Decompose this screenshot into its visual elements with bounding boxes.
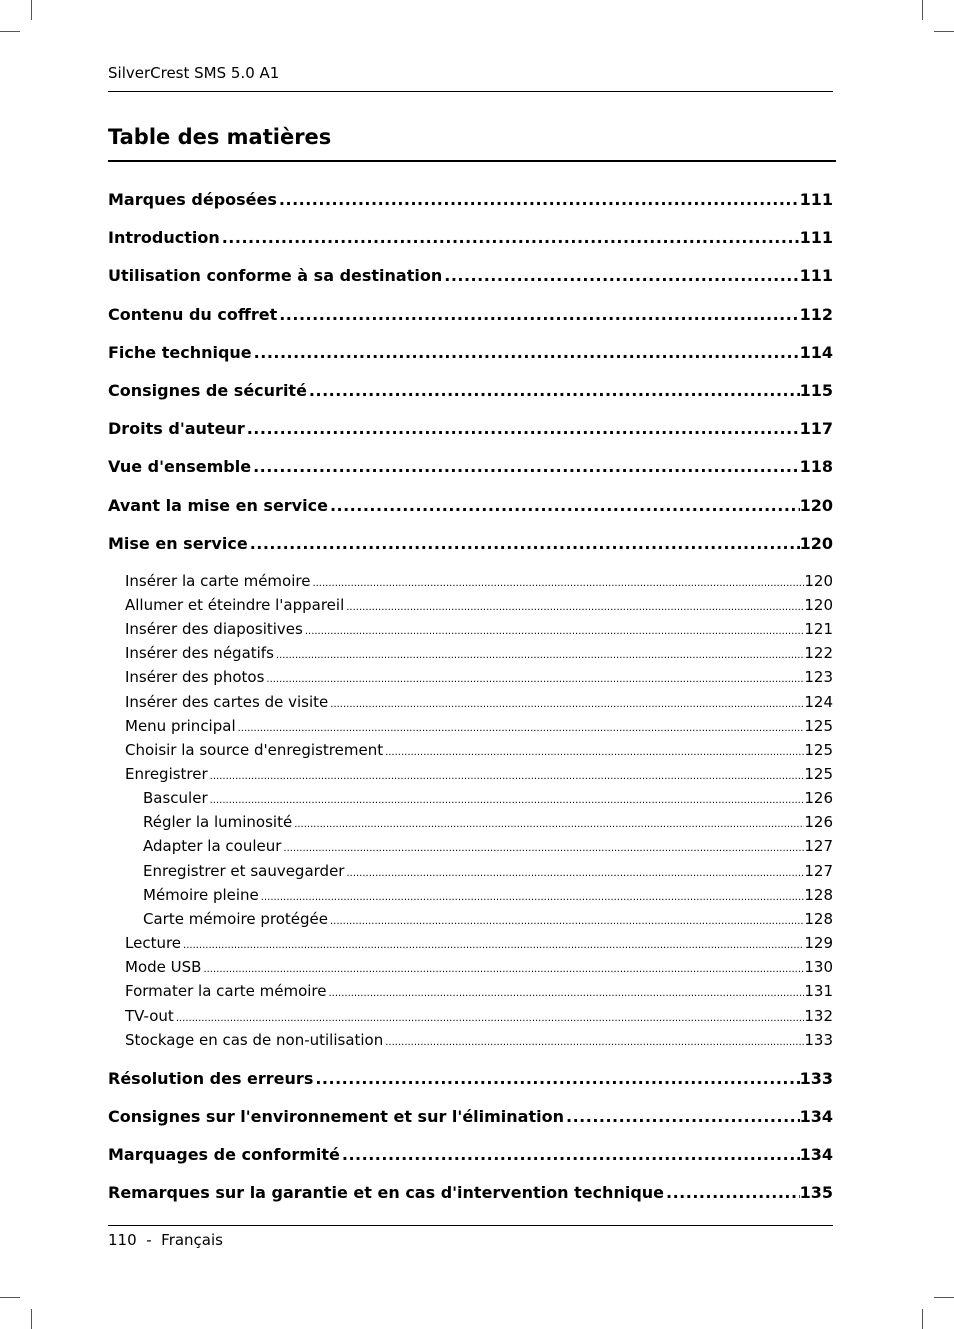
toc-entry-page: 130 [804,958,833,977]
toc-entry-title: Stockage en cas de non-utilisation [125,1030,384,1049]
toc-entry-page: 124 [804,692,833,711]
crop-mark [934,31,954,32]
toc-dot-leader [328,699,804,710]
toc-entry[interactable] [108,1031,833,1051]
toc-entry-page: 120 [799,495,833,515]
toc-entry[interactable] [108,572,833,592]
toc-entry[interactable] [108,1183,833,1205]
toc-entry[interactable] [108,958,833,978]
toc-entry-title: Marques déposées [108,190,277,209]
crop-mark [934,1297,954,1298]
toc-entry[interactable] [108,910,833,930]
toc-entry[interactable] [108,534,833,556]
crop-mark [922,1309,923,1329]
toc-entry-title: Remarques sur la garantie et en cas d'intervention technique [108,1183,665,1203]
toc-dot-leader [281,843,804,854]
crop-mark [0,1297,20,1298]
toc-entry-page: 134 [799,1145,833,1165]
footer-divider [108,1225,833,1226]
crop-mark [0,31,20,32]
toc-entry-title: Résolution des erreurs [108,1068,314,1088]
toc-entry[interactable] [108,496,833,518]
toc-entry[interactable] [108,693,833,713]
toc-dot-leader [307,381,800,400]
header-divider [108,91,833,92]
toc-entry-title: Droits d'auteur [108,419,245,439]
toc-dot-leader [208,795,805,806]
toc-entry[interactable] [108,620,833,640]
toc-entry-page: 129 [804,934,833,953]
toc-dot-leader [344,868,804,879]
toc-dot-leader [303,626,805,637]
toc-entry-page: 121 [804,620,833,639]
toc-entry-page: 125 [804,716,833,735]
toc-entry-page: 133 [799,1068,833,1088]
toc-entry-title: Introduction [108,228,220,248]
toc-entry[interactable] [108,266,833,288]
crop-mark [31,0,32,20]
toc-dot-leader [310,578,804,589]
toc-entry-title: Mode USB [125,958,202,977]
toc-entry[interactable] [108,1007,833,1027]
toc-entry-page: 111 [799,228,833,248]
toc-entry-title: Marquages de conformité [108,1145,340,1165]
toc-dot-leader [274,650,804,661]
page-footer [108,1231,223,1249]
toc-dot-leader [264,674,804,685]
toc-dot-leader [328,496,800,515]
toc-entry[interactable] [108,190,833,212]
toc-entry[interactable] [108,934,833,954]
toc-dot-leader [245,419,800,438]
toc-entry[interactable] [108,1069,833,1091]
toc-entry[interactable] [108,982,833,1002]
toc-entry-page: 127 [804,837,833,856]
toc-dot-leader [328,916,804,927]
toc-entry-page: 120 [804,571,833,590]
toc-entry-page: 128 [804,885,833,904]
toc-dot-leader [259,892,805,903]
toc-entry-title: Régler la luminosité [143,813,293,832]
toc-dot-leader [181,940,804,951]
toc-entry[interactable] [108,741,833,761]
toc-entry-page: 111 [799,190,833,209]
toc-dot-leader [383,747,804,758]
toc-entry-page: 114 [799,342,833,362]
toc-entry[interactable] [108,862,833,882]
toc-entry-title: Fiche technique [108,342,252,362]
toc-title: Table des matières [108,125,332,149]
toc-entry[interactable] [108,644,833,664]
toc-entry-title: Insérer des diapositives [125,620,303,639]
footer-language: Français [161,1231,223,1249]
toc-entry-page: 120 [799,533,833,553]
toc-entry-title: Adapter la couleur [143,837,282,856]
toc-dot-leader [208,771,805,782]
toc-entry-page: 112 [799,304,833,324]
toc-entry-page: 127 [804,861,833,880]
toc-entry[interactable] [108,228,833,250]
toc-entry[interactable] [108,886,833,906]
toc-entry-title: Insérer la carte mémoire [125,571,311,590]
toc-entry[interactable] [108,789,833,809]
toc-dot-leader [292,819,804,830]
toc-dot-leader [174,1013,805,1024]
toc-entry-page: 117 [799,419,833,439]
crop-mark [922,0,923,20]
toc-entry-title: Vue d'ensemble [108,457,252,477]
toc-entry-page: 120 [804,595,833,614]
toc-dot-leader [442,266,799,285]
toc-entry[interactable] [108,305,833,327]
toc-entry-page: 123 [804,668,833,687]
toc-entry-title: Enregistrer [125,765,208,783]
toc-dot-leader [220,228,800,247]
toc-entry-page: 115 [799,381,833,400]
toc-entry-title: Insérer des négatifs [125,644,274,663]
toc-dot-leader [344,602,804,613]
toc-dot-leader [277,190,800,209]
footer-page-number: 110 [108,1231,137,1249]
toc-entry-title: Consignes de sécurité [108,381,307,400]
toc-dot-leader [664,1183,800,1202]
toc-entry-title: Menu principal [125,716,236,735]
toc-entry-title: Avant la mise en service [108,495,328,515]
toc-entry-page: 111 [799,266,833,286]
toc-entry[interactable] [108,381,833,403]
toc-entry[interactable] [108,1145,833,1167]
toc-entry-page: 118 [799,457,833,477]
toc-entry-page: 125 [804,740,833,759]
toc-entry-title: Insérer des cartes de visite [125,692,329,711]
toc-entry[interactable] [108,1107,833,1129]
toc-title-divider [108,160,836,162]
toc-entry[interactable] [108,813,833,833]
toc-entry-page: 131 [804,982,833,1001]
toc-entry-title: Utilisation conforme à sa destination [108,266,443,286]
toc-entry[interactable] [108,457,833,479]
toc-entry[interactable] [108,668,833,688]
toc-dot-leader [564,1107,800,1126]
toc-dot-leader [277,305,799,324]
toc-entry-title: Insérer des photos [125,668,265,687]
toc-entry-page: 135 [799,1183,833,1203]
toc-dot-leader [248,534,800,553]
toc-entry[interactable] [108,837,833,857]
toc-entry[interactable] [108,419,833,441]
toc-entry-title: Consignes sur l'environnement et sur l'élimination [108,1106,564,1126]
toc-entry[interactable] [108,596,833,616]
toc-dot-leader [313,1069,799,1088]
toc-entry-title: Carte mémoire protégée [143,909,328,928]
toc-entry-title: Basculer [143,789,208,808]
toc-dot-leader [340,1145,800,1164]
toc-entry-title: Lecture [125,934,182,953]
toc-dot-leader [236,723,805,734]
toc-entry-title: Formater la carte mémoire [125,982,327,1001]
toc-entry-title: Choisir la source d'enregistrement [125,740,384,759]
toc-entry-title: Contenu du coffret [108,304,278,324]
crop-mark [31,1309,32,1329]
toc-dot-leader [327,988,805,999]
toc-dot-leader [383,1037,804,1048]
toc-entry-title: Enregistrer et sauvegarder [143,861,345,880]
toc-dot-leader [252,343,800,362]
toc-dot-leader [201,964,804,975]
toc-entry-title: Mémoire pleine [143,885,259,904]
toc-entry-page: 126 [804,813,833,832]
toc-entry-title: Mise en service [108,533,248,553]
page-header-title: SilverCrest SMS 5.0 A1 [108,64,280,82]
toc-entry-page: 133 [804,1030,833,1049]
toc-dot-leader [251,457,800,476]
toc-entry-page: 125 [804,765,833,783]
toc-entry[interactable] [108,717,833,737]
toc-entry-page: 126 [804,789,833,808]
toc-entry-page: 122 [804,644,833,663]
footer-separator: - [146,1231,152,1249]
toc-entry-title: Allumer et éteindre l'appareil [125,595,345,614]
toc-entry-page: 128 [804,909,833,928]
toc-entry-page: 132 [804,1006,833,1025]
toc-entry[interactable] [108,765,833,785]
toc-entry-page: 134 [799,1106,833,1126]
toc-entry-title: TV-out [125,1006,174,1025]
toc-entry[interactable] [108,343,833,365]
